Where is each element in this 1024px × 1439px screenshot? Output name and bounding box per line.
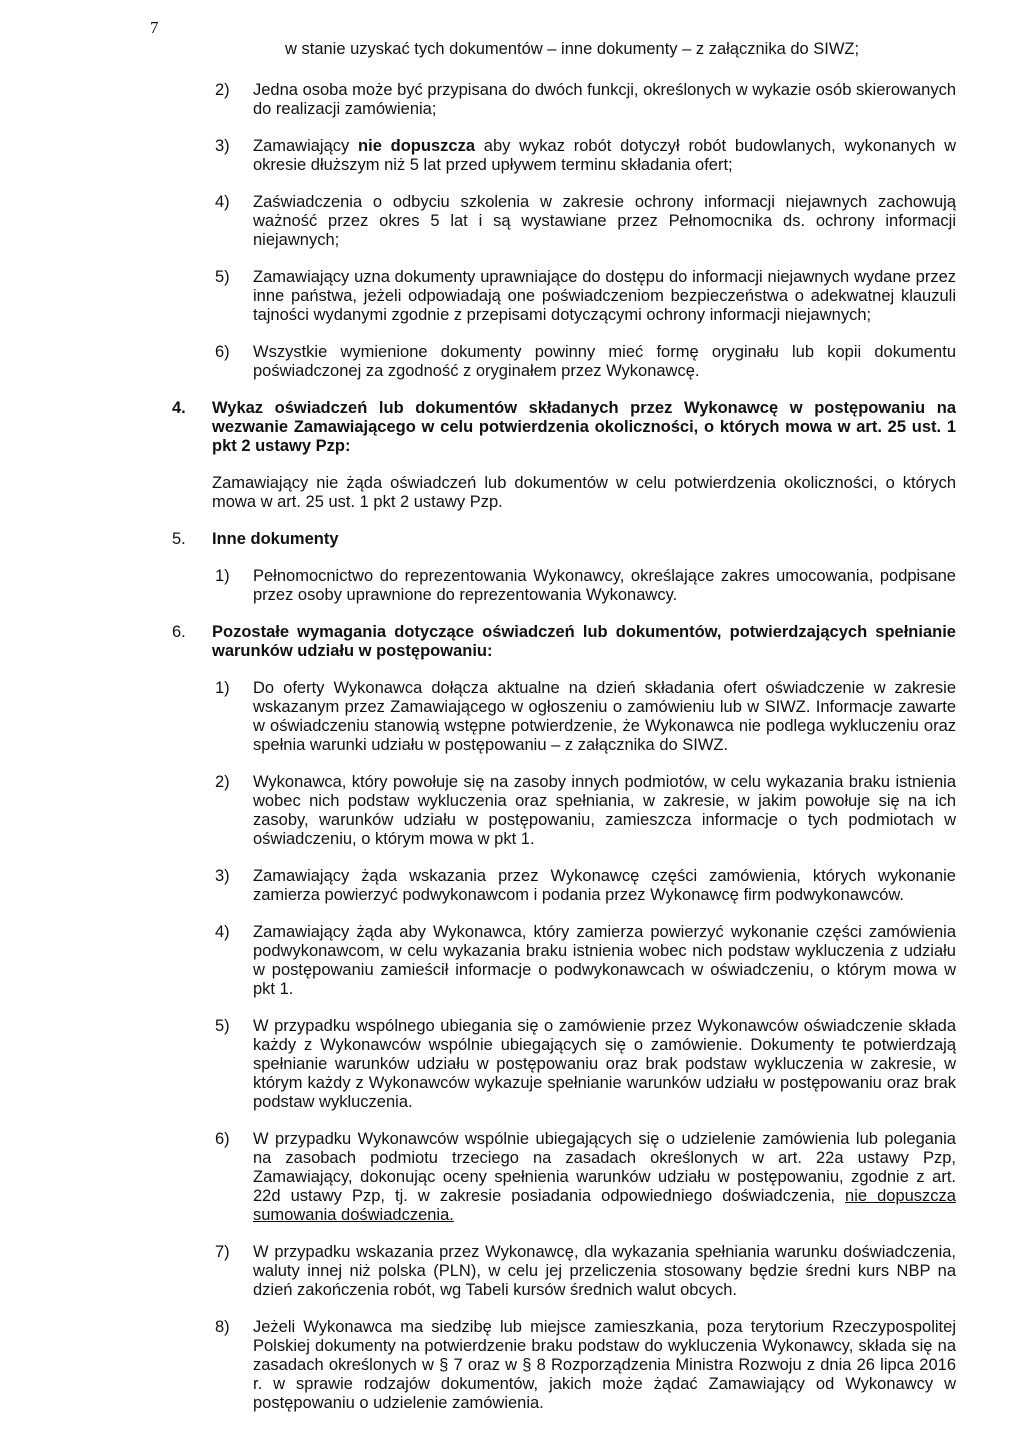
section-heading: Pozostałe wymagania dotyczące oświadczeń lub dokumentów, potwierdzających spełnianie warunków udziału w postępowaniu: (212, 623, 956, 660)
item-text: Zamawiający żąda aby Wykonawca, który zamierza powierzyć wykonanie części zamówienia podwykonawcom, w celu wykazania braku istnienia wobec nich podstaw wykluczenia z udziału w postępowaniu zamieścił informacje o podwykonawcach w oświadczeniu, o którym mowa w pkt 1. (253, 923, 956, 998)
item-number: 8) (215, 1318, 230, 1336)
list-item (215, 1017, 956, 1112)
item-text: W przypadku Wykonawców wspólnie ubiegających się o udzielenie zamówienia lub polegania na zasobach podmiotu trzeciego na zasadach określonych w art. 22a ustawy Pzp, Zamawiający, dokonując oceny spełnienia warunków udziału w postępowaniu, zgodnie z art. 22d ustawy Pzp, tj. w zakresie posiadania odpowiedniego doświadczenia, (253, 1130, 956, 1205)
list-item (215, 343, 956, 381)
underlined-phrase: nie dopuszcza sumowania doświadczenia. (253, 1187, 956, 1224)
item-number: 5) (215, 1017, 230, 1035)
list-item (215, 1130, 956, 1225)
item-text: Wszystkie wymienione dokumenty powinny mieć formę oryginału lub kopii dokumentu poświadczonej za zgodność z oryginałem przez Wykonawcę. (253, 343, 956, 380)
item-text: W przypadku wspólnego ubiegania się o zamówienie przez Wykonawców oświadczenie składa każdy z Wykonawców wspólnie ubiegających się o zamówienie. Dokumenty te potwierdzają spełnianie warunków udziału w postępowaniu oraz brak podstaw wykluczenia w zakresie, w którym każdy z Wykonawców wykazuje spełnianie warunków udziału w postępowaniu oraz brak podstaw wykluczenia. (253, 1017, 956, 1111)
list-item (215, 1318, 956, 1413)
list-item (215, 81, 956, 119)
list-item (215, 1243, 956, 1300)
item-number: 4) (215, 193, 230, 211)
list-item (215, 193, 956, 250)
list-item (215, 867, 956, 905)
item-number: 3) (215, 867, 230, 885)
item-text: aby wykaz robót dotyczył robót budowlanych, wykonanych w okresie dłuższym niż 5 lat przed upływem terminu składania ofert; (253, 137, 956, 174)
page-number: 7 (150, 18, 159, 37)
item-text: Jeżeli Wykonawca ma siedzibę lub miejsce zamieszkania, poza terytorium Rzeczypospolitej Polskiej dokumenty na potwierdzenie braku podstaw do wykluczenia Wykonawcy, składa się na zasadach określonych w § 7 oraz w § 8 Rozporządzenia Ministra Rozwoju z dnia 26 lipca 2016 r. w sprawie rodzajów dokumentów, jakich może żądać Zamawiający od Wykonawcy w postępowaniu o udzielenie zamówienia. (253, 1318, 956, 1412)
item-text: Pełnomocnictwo do reprezentowania Wykonawcy, określające zakres umocowania, podpisane przez osoby uprawnione do reprezentowania Wykonawcy. (253, 567, 956, 604)
list-item (215, 773, 956, 849)
item-number: 2) (215, 773, 230, 791)
item-number: 4) (215, 923, 230, 941)
item-number: 6) (215, 1130, 230, 1148)
item-text: Do oferty Wykonawca dołącza aktualne na dzień składania ofert oświadczenie w zakresie wskazanym przez Zamawiającego w ogłoszeniu o zamówieniu lub w SIWZ. Informacje zawarte w oświadczeniu stanowią wstępne potwierdzenie, że Wykonawca nie podlega wykluczeniu oraz spełnia warunki udziału w postępowaniu – z załącznika do SIWZ. (253, 679, 956, 754)
item-number: 5) (215, 268, 230, 286)
list-item (215, 268, 956, 325)
section-heading: Wykaz oświadczeń lub dokumentów składanych przez Wykonawcę w postępowaniu na wezwanie Zamawiającego w celu potwierdzenia okoliczności, o których mowa w art. 25 ust. 1 pkt 2 ustawy Pzp: (212, 399, 956, 455)
section-heading: Inne dokumenty (212, 530, 339, 548)
list-item (215, 567, 956, 605)
list-item (215, 679, 956, 755)
item-text: Zamawiający uzna dokumenty uprawniające do dostępu do informacji niejawnych wydane przez inne państwa, jeżeli odpowiadają one poświadczeniom bezpieczeństwa o adekwatnej klauzuli tajności wydanymi zgodnie z przepisami dotyczącymi ochrony informacji niejawnych; (253, 268, 956, 324)
bold-phrase: nie dopuszcza (358, 137, 475, 155)
item-number: 6) (215, 343, 230, 361)
list-item (215, 923, 956, 999)
section-number: 6. (172, 623, 186, 641)
item-text: W przypadku wskazania przez Wykonawcę, dla wykazania spełniania warunku doświadczenia, waluty innej niż polska (PLN), w celu jej przeliczenia stosowany będzie średni kurs NBP na dzień zakończenia robót, wg Tabeli kursów średnich walut obcych. (253, 1243, 956, 1299)
section-4 (172, 399, 956, 512)
item-number: 7) (215, 1243, 230, 1261)
document-body (0, 40, 1024, 1431)
item-text: Zaświadczenia o odbyciu szkolenia w zakresie ochrony informacji niejawnych zachowują ważność przez okres 5 lat i są wystawiane przez Pełnomocnika ds. ochrony informacji niejawnych; (253, 193, 956, 249)
section-5 (172, 530, 956, 605)
item-text: Wykonawca, który powołuje się na zasoby innych podmiotów, w celu wykazania braku istnienia wobec nich podstaw wykluczenia oraz spełniania, w zakresie, w jakim powołuje się na ich zasoby, warunków udziału w postępowaniu, zamieszcza informacje o tych podmiotach w oświadczeniu, o którym mowa w pkt 1. (253, 773, 956, 848)
item-text: Jedna osoba może być przypisana do dwóch funkcji, określonych w wykazie osób skierowanych do realizacji zamówienia; (253, 81, 956, 118)
section-paragraph: Zamawiający nie żąda oświadczeń lub dokumentów w celu potwierdzenia okoliczności, o których mowa w art. 25 ust. 1 pkt 2 ustawy Pzp. (212, 474, 956, 511)
section-6 (172, 623, 956, 1413)
item-number: 1) (215, 567, 230, 585)
item-number: 2) (215, 81, 230, 99)
item-number: 3) (215, 137, 230, 155)
item-number: 1) (215, 679, 230, 697)
item-text: Zamawiający żąda wskazania przez Wykonawcę części zamówienia, których wykonanie zamierza powierzyć podwykonawcom i podania przez Wykonawcę firm podwykonawców. (253, 867, 956, 904)
item-text: Zamawiający (253, 137, 359, 155)
section-number: 5. (172, 530, 186, 548)
continuation-line: w stanie uzyskać tych dokumentów – inne dokumenty – z załącznika do SIWZ; (285, 40, 860, 58)
list-item (215, 137, 956, 175)
section-number: 4. (172, 399, 186, 417)
